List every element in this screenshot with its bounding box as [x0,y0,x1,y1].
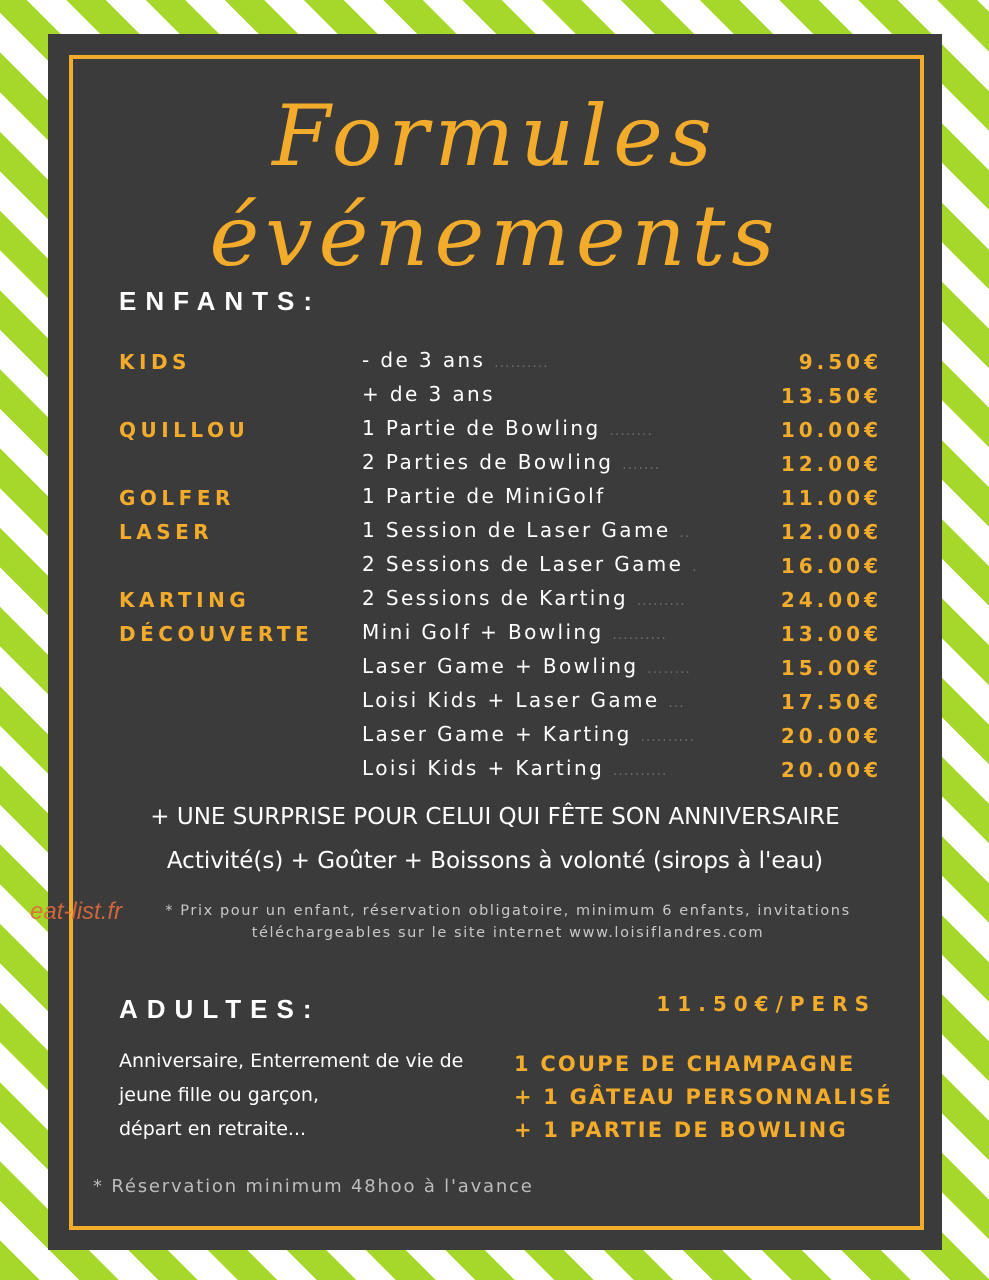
row-label: Mini Golf + Bowling .......... [362,620,667,644]
row-price: 20.00€ [780,758,882,782]
adult-include-line: + 1 GÂTEAU PERSONNALISÉ [514,1085,893,1109]
category-karting: KARTING [119,588,251,612]
row-label: + de 3 ans [362,382,495,406]
enfants-heading: ENFANTS: [119,286,321,316]
title-line-1: Formules [272,87,718,185]
row-label: 2 Parties de Bowling ....... [362,450,661,474]
adultes-heading: ADULTES: [119,994,321,1024]
includes-line: Activité(s) + Goûter + Boissons à volonté (sirops à l'eau) [166,848,824,874]
category-decouverte: DÉCOUVERTE [119,622,314,646]
row-price: 24.00€ [780,588,882,612]
row-price: 17.50€ [780,690,882,714]
row-label: Loisi Kids + Laser Game ... [362,688,685,712]
watermark: eat-list.fr [30,898,123,925]
adult-includes [514,1048,893,1147]
adult-desc-line: jeune fille ou garçon, [119,1084,319,1106]
adult-description [119,1044,479,1146]
row-price: 12.00€ [780,520,882,544]
row-label: Laser Game + Karting .......... [362,722,696,746]
reservation-footnote: * Réservation minimum 48hoo à l'avance [93,1176,534,1197]
row-price: 11.00€ [780,486,882,510]
row-label: 2 Sessions de Karting ......... [362,586,686,610]
row-price: 13.00€ [780,622,882,646]
row-price: 15.00€ [780,656,882,680]
category-kids: KIDS [119,350,191,374]
category-quillou: QUILLOU [119,418,250,442]
adult-desc-line: départ en retraite... [119,1118,307,1140]
row-label: 1 Session de Laser Game .. [362,518,691,542]
row-label: 2 Sessions de Laser Game . [362,552,698,576]
row-price: 20.00€ [780,724,882,748]
title-line-2: événements [209,187,781,285]
row-label: 1 Partie de MiniGolf [362,484,606,508]
adult-include-line: 1 COUPE DE CHAMPAGNE [514,1052,856,1076]
row-label: Laser Game + Bowling ........ [362,654,691,678]
adult-desc-line: Anniversaire, Enterrement de vie de [119,1050,464,1072]
menu-board [30,34,942,1250]
row-price: 16.00€ [780,554,882,578]
row-label: - de 3 ans .......... [362,348,549,372]
surprise-line: + UNE SURPRISE POUR CELUI QUI FÊTE SON ANNIVERSAIRE [150,804,840,830]
row-label: Loisi Kids + Karting .......... [362,756,668,780]
row-price: 12.00€ [780,452,882,476]
row-price: 13.50€ [780,384,882,408]
note-line-2: téléchargeables sur le site internet www.loisiflandres.com [251,925,765,941]
adult-include-line: + 1 PARTIE DE BOWLING [514,1118,848,1142]
row-price: 9.50€ [798,350,882,374]
category-laser: LASER [119,520,214,544]
note-line-1: * Prix pour un enfant, réservation obligatoire, minimum 6 enfants, invitations [165,903,851,919]
row-label: 1 Partie de Bowling ........ [362,416,653,440]
row-price: 10.00€ [780,418,882,442]
category-golfer: GOLFER [119,486,235,510]
adult-price: 11.50€/PERS [656,992,876,1016]
